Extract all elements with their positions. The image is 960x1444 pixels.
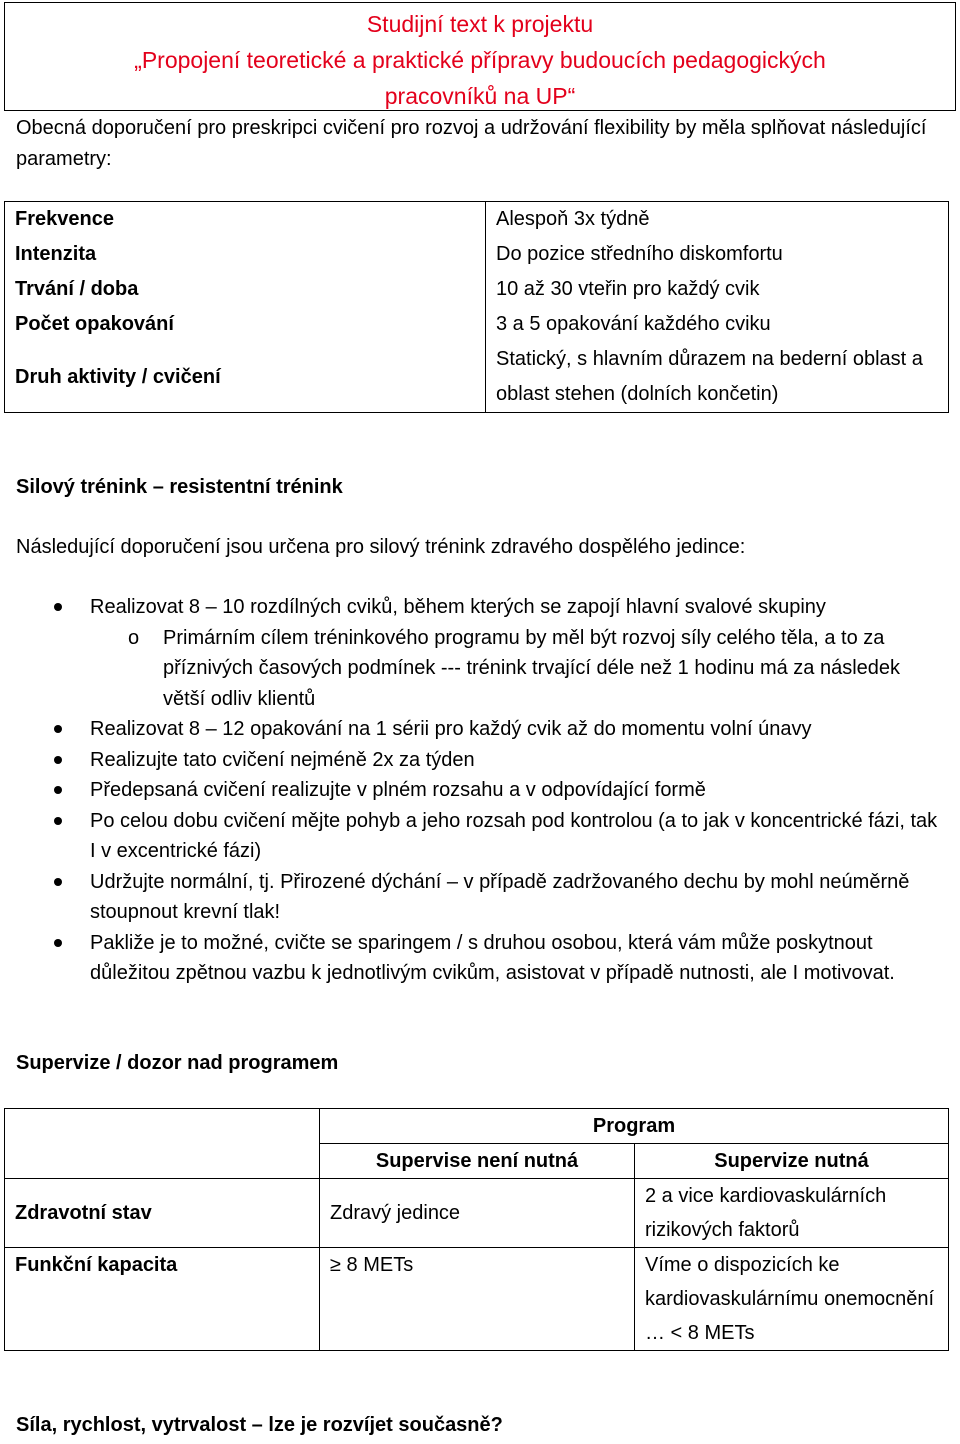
table-row: [5, 1179, 949, 1248]
document-header: [4, 2, 956, 111]
table-cell: Víme o dispozicích ke kardiovaskulárnímu onemocnění … < 8 METs: [635, 1248, 949, 1351]
param-key: Trvání / doba: [5, 272, 476, 307]
strength-recommendations-list: [16, 592, 946, 989]
row-label: Funkční kapacita: [5, 1248, 320, 1351]
header-line-1: Studijní text k projektu: [366, 11, 594, 37]
param-row: [5, 237, 949, 272]
list-item: Předepsaná cvičení realizujte v plném rozsahu a v odpovídající formě: [16, 775, 946, 806]
list-item: Po celou dobu cvičení mějte pohyb a jeho rozsah pod kontrolou (a to jak v koncentrické fázi, tak I v excentrické fázi): [16, 806, 946, 867]
list-item: Realizovat 8 – 10 rozdílných cviků, během kterých se zapojí hlavní svalové skupiny: [16, 592, 946, 623]
bullet-icon: [54, 878, 62, 886]
header-line-3: pracovníků na UP“: [384, 83, 576, 109]
bullet-icon: [54, 939, 62, 947]
param-row: [5, 307, 949, 342]
list-item: Realizovat 8 – 12 opakování na 1 sérii pro každý cvik až do momentu volní únavy: [16, 714, 946, 745]
bullet-icon: [54, 817, 62, 825]
program-header: Program: [320, 1109, 949, 1144]
param-key: Druh aktivity / cvičení: [5, 342, 476, 413]
list-item: Realizujte tato cvičení nejméně 2x za týden: [16, 745, 946, 776]
bullet-icon: [54, 725, 62, 733]
table-cell: Zdravý jedince: [320, 1179, 635, 1248]
final-heading: Síla, rychlost, vytrvalost – lze je rozvíjet současně?: [16, 1414, 503, 1436]
param-row: [5, 202, 949, 238]
param-row: [5, 272, 949, 307]
param-value: Statický, s hlavním důrazem na bederní oblast a oblast stehen (dolních končetin): [496, 348, 923, 405]
column-header: Supervise není nutná: [320, 1144, 635, 1179]
param-key: Počet opakování: [5, 307, 476, 342]
flexibility-parameters-table: [4, 201, 949, 413]
table-cell: 2 a vice kardiovaskulárních rizikových faktorů: [635, 1179, 949, 1248]
param-key: Intenzita: [5, 237, 476, 272]
sub-bullet-marker: o: [128, 626, 140, 649]
param-value: Alespoň 3x týdně: [486, 202, 949, 238]
bullet-icon: [54, 756, 62, 764]
bullet-icon: [54, 603, 62, 611]
param-key: Frekvence: [5, 202, 476, 238]
param-value: 3 a 5 opakování každého cviku: [486, 307, 949, 342]
intro-paragraph: Obecná doporučení pro preskripci cvičení pro rozvoj a udržování flexibility by měla splňovat následující parametry:: [16, 117, 927, 170]
param-row: [5, 342, 949, 413]
table-cell: ≥ 8 METs: [320, 1248, 635, 1351]
param-value: Do pozice středního diskomfortu: [486, 237, 949, 272]
supervision-table: [4, 1108, 949, 1351]
column-header: Supervize nutná: [635, 1144, 949, 1179]
list-item: o Primárním cílem tréninkového programu by měl být rozvoj síly celého těla, a to za příznivých časových podmínek --- trénink trvající déle než 1 hodinu má za následek větší odliv klientů: [16, 623, 946, 715]
list-item: Udržujte normální, tj. Přirozené dýchání – v případě zadržovaného dechu by mohl neúměrně stoupnout krevní tlak!: [16, 867, 946, 928]
header-line-2: „Propojení teoretické a praktické přípravy budoucích pedagogických: [134, 47, 826, 73]
table-row: [5, 1248, 949, 1351]
strength-lead: Následující doporučení jsou určena pro silový trénink zdravého dospělého jedince:: [16, 536, 746, 558]
supervision-heading: Supervize / dozor nad programem: [16, 1052, 339, 1074]
row-label: Zdravotní stav: [5, 1179, 320, 1248]
param-value: 10 až 30 vteřin pro každý cvik: [486, 272, 949, 307]
list-item: Pakliže je to možné, cvičte se sparingem / s druhou osobou, která vám může poskytnout důležitou zpětnou vazbu k jednotlivým cvikům, asistovat v případě nutnosti, ale I motivovat.: [16, 928, 946, 989]
strength-heading: Silový trénink – resistentní trénink: [16, 476, 343, 498]
bullet-icon: [54, 786, 62, 794]
